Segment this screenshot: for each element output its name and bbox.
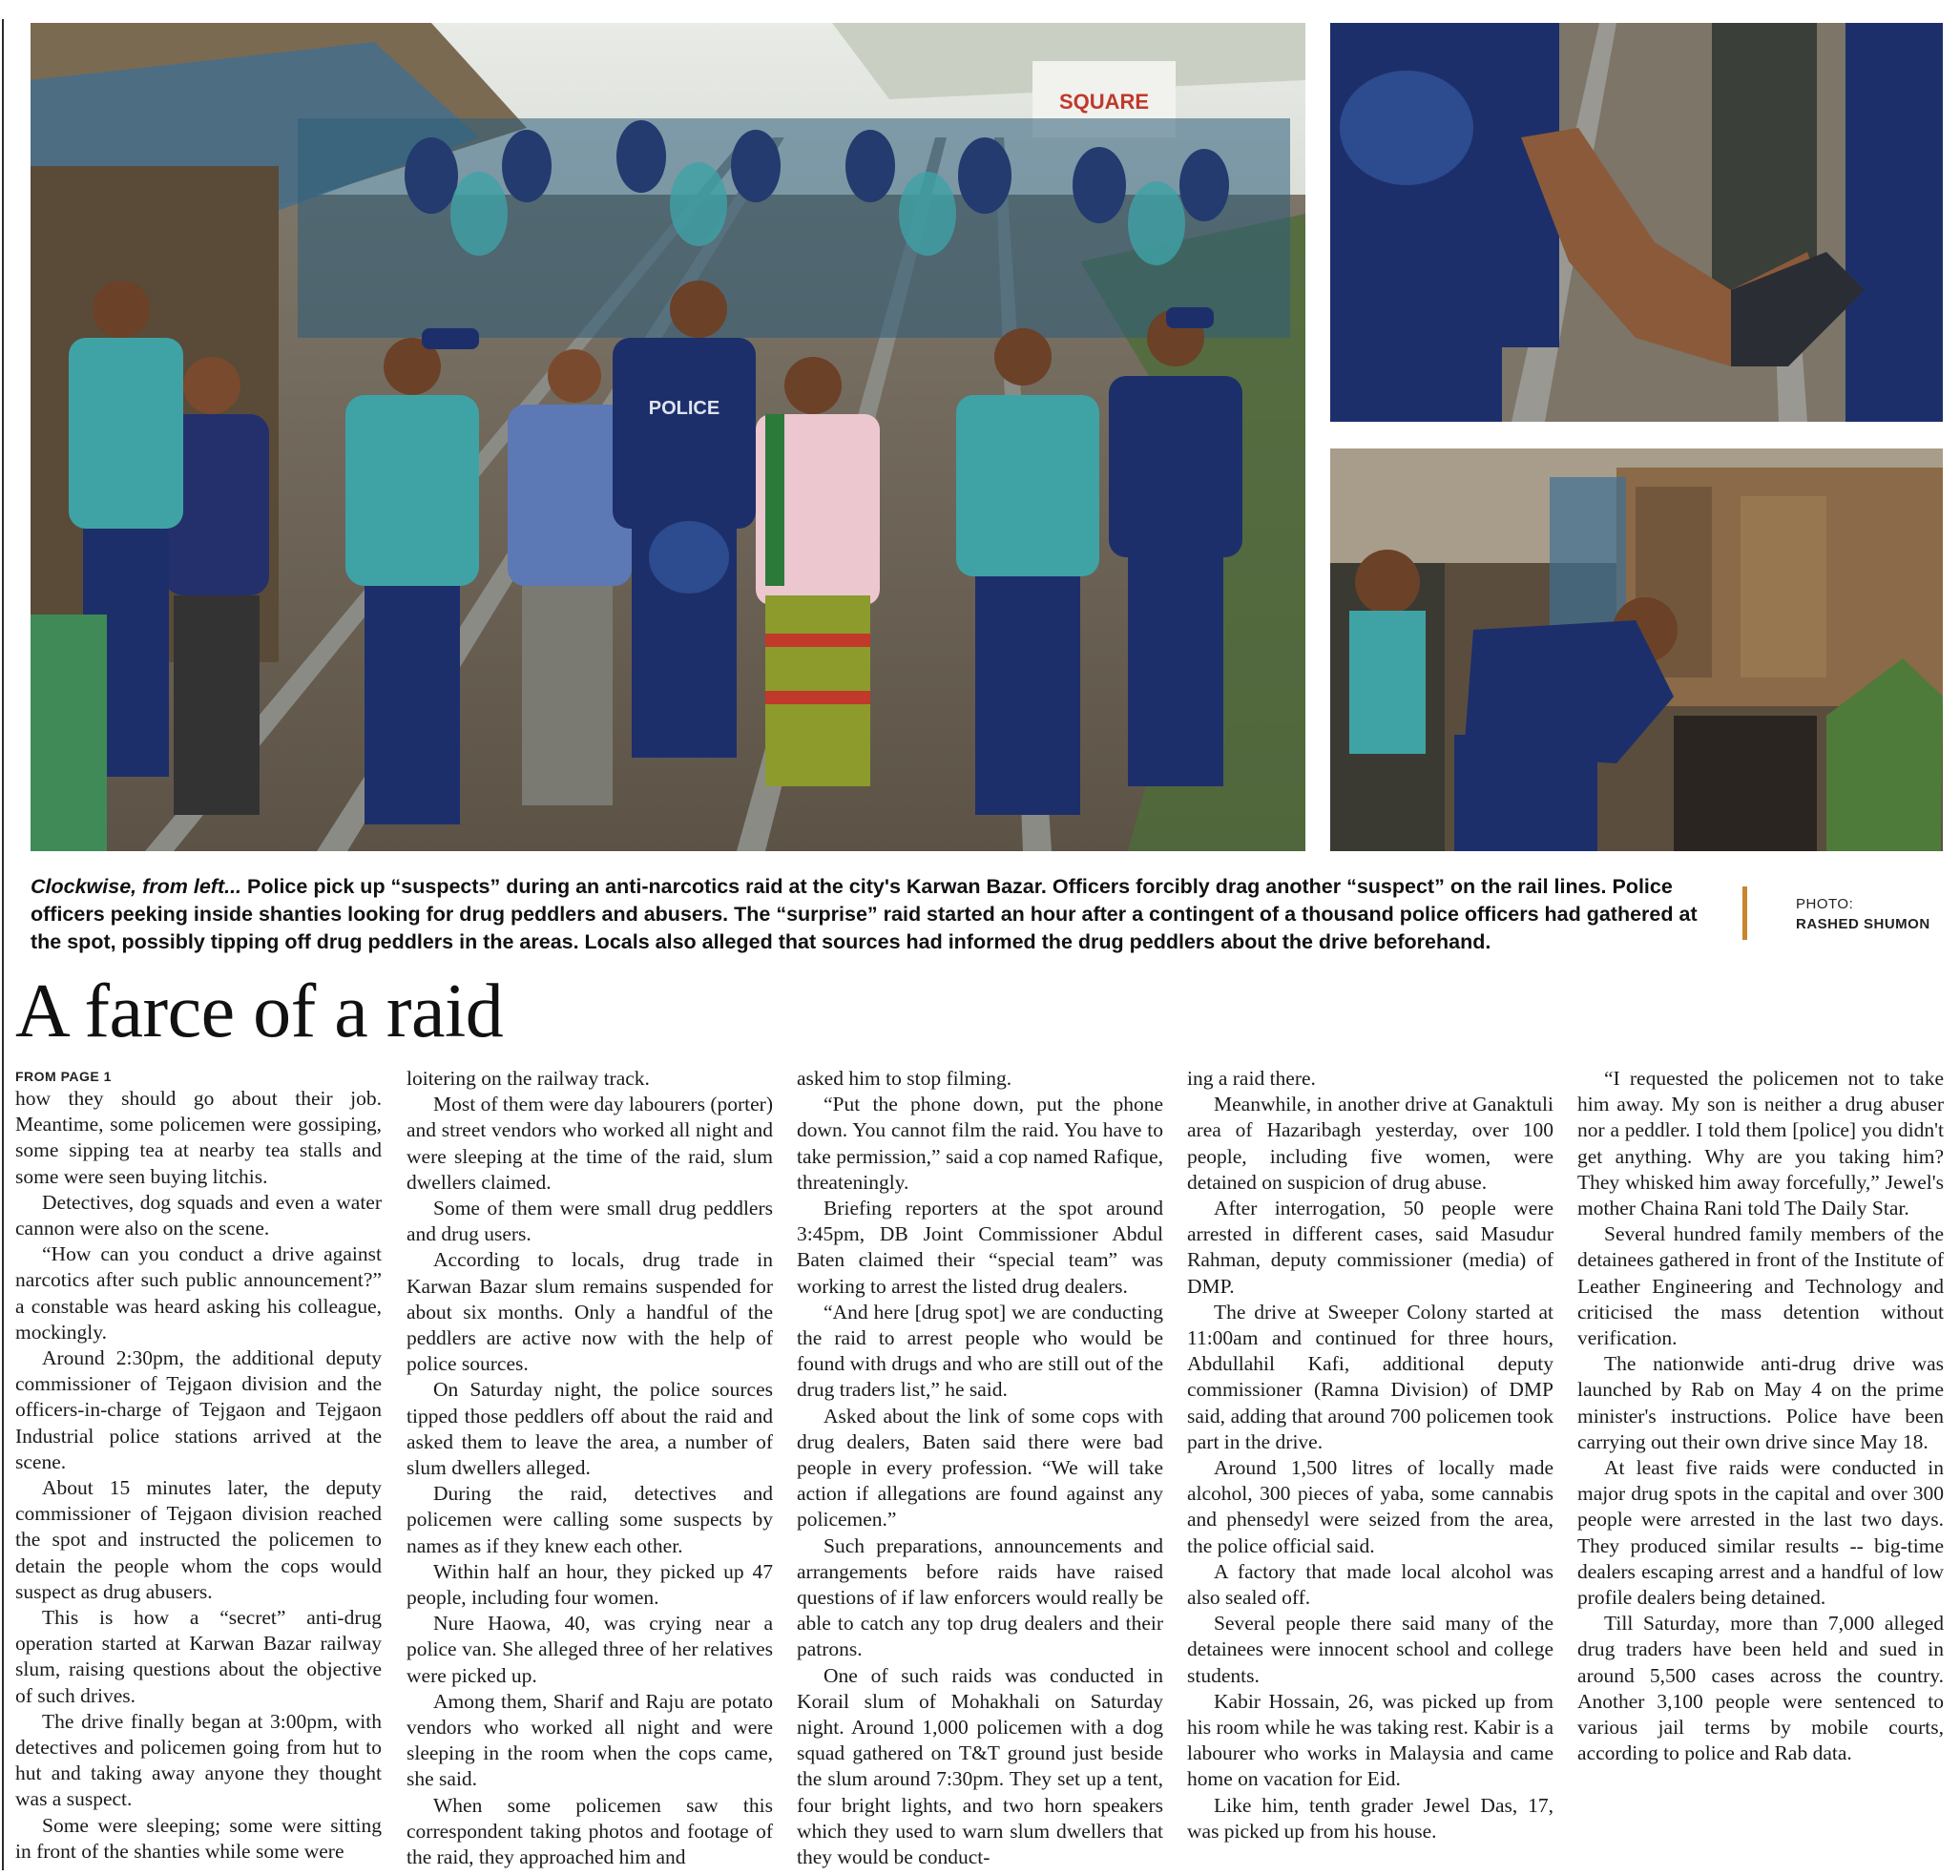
paragraph: Several hundred family members of the detainees gathered in front of the Institute of Leather Engineering and Technology and criticised the mass detention without verification.: [1577, 1222, 1944, 1350]
paragraph: This is how a “secret” anti-drug operation started at Karwan Bazar railway slum, raising questions about the objective of such drives.: [15, 1606, 382, 1707]
paragraph: “I requested the policemen not to take him away. My son is neither a drug abuser nor a peddler. I told them [police] you didn't get anything. Why are you taking him? They whisked him away forcefully,” Jewel's mother Chaina Rani told The Daily Star.: [1577, 1067, 1944, 1220]
paragraph: Such preparations, announcements and arrangements before raids have raised questions of if law enforcers would really be able to catch any top drug dealers and their patrons.: [797, 1533, 1163, 1661]
paragraph: The drive at Sweeper Colony started at 11:00am and continued for three hours, Abdullahil Kafi, additional deputy commissioner (Ramna Division) of DMP said, adding that around 700 policemen took part in the drive.: [1187, 1300, 1553, 1453]
police-vest-text: POLICE: [648, 398, 720, 419]
paragraph: When some policemen saw this correspondent taking photos and footage of the raid, they approached him and: [407, 1793, 773, 1869]
credit-divider: [1742, 886, 1747, 940]
paragraph: Briefing reporters at the spot around 3:45pm, DB Joint Commissioner Abdul Baten claimed their “special team” was working to arrest the listed drug dealers.: [797, 1197, 1163, 1298]
from-page-label: FROM PAGE 1: [15, 1069, 112, 1084]
paragraph: “How can you conduct a drive against narcotics after such public announcement?” a constable was heard asking his colleague, mockingly.: [15, 1242, 382, 1344]
paragraph: ing a raid there.: [1187, 1067, 1316, 1090]
paragraph: asked him to stop filming.: [797, 1067, 1012, 1090]
paragraph: “And here [drug spot] we are conducting the raid to arrest people who would be found with drugs and who are still out of the drug traders list,” he said.: [797, 1300, 1163, 1402]
photo-credit: [1796, 894, 1958, 934]
paragraph: Till Saturday, more than 7,000 alleged drug traders have been held and sued in around 5,500 cases across the country. Another 3,100 people were sentenced to various jail terms by mobile courts, according to police and Rab data.: [1577, 1612, 1944, 1765]
shanty-search-photo: [1330, 448, 1943, 851]
paragraph: On Saturday night, the police sources tipped those peddlers off about the raid and asked them to leave the area, a number of slum dwellers alleged.: [407, 1378, 773, 1480]
paragraph: One of such raids was conducted in Korail slum of Mohakhali on Saturday night. Around 1,000 policemen with a dog squad gathered on T&T ground just beside the slum around 7:30pm. They set up a tent, four bright lights, and two horn speakers which they used to warn slum dwellers that they would be conduct-: [797, 1663, 1163, 1869]
caption-text: Police pick up “suspects” during an anti-narcotics raid at the city's Karwan Bazar. Officers forcibly drag another “suspect” on the rail lines. Police officers peeking inside shanties looking for drug peddlers and abusers. The “surprise” raid started an hour after a contingent of a thousand police officers had gathered at the spot, possibly tipping off drug peddlers in the areas. Locals also alleged that sources had informed the drug peddlers about the drive beforehand.: [31, 875, 1698, 953]
page-left-rule: [2, 19, 4, 1870]
article-column-4: [1187, 1066, 1553, 1872]
caption-lead: Clockwise, from left...: [31, 875, 242, 898]
credit-name: RASHED SHUMON: [1796, 916, 1930, 932]
paragraph: Several people there said many of the detainees were innocent school and college students.: [1187, 1612, 1553, 1687]
paragraph: Some were sleeping; some were sitting in front of the shanties while some were: [15, 1813, 382, 1863]
paragraph: After interrogation, 50 people were arrested in different cases, said Masudur Rahman, deputy commissioner (media) of DMP.: [1187, 1197, 1553, 1298]
paragraph: Around 2:30pm, the additional deputy commissioner of Tejgaon division and the officers-in-charge of Tejgaon and Tejgaon Industrial police stations arrived at the scene.: [15, 1346, 382, 1473]
paragraph: The drive finally began at 3:00pm, with detectives and policemen going from hut to hut and taking away anyone they thought was a suspect.: [15, 1709, 382, 1811]
paragraph: Meanwhile, in another drive at Ganaktuli area of Hazaribagh yesterday, over 100 people, including five women, were detained on suspicion of drug abuse.: [1187, 1093, 1553, 1194]
article-column-3: [797, 1066, 1163, 1872]
headline: A farce of a raid: [15, 969, 504, 1053]
paragraph: how they should go about their job. Meantime, some policemen were gossiping, some sipping tea at nearby tea stalls and some were seen buying litchis.: [15, 1087, 382, 1188]
paragraph: About 15 minutes later, the deputy commissioner of Tejgaon division reached the spot and instructed the policemen to detain the people whom the cops would suspect as drug abusers.: [15, 1476, 382, 1603]
paragraph: “Put the phone down, put the phone down. You cannot film the raid. You have to take permission,” said a cop named Rafique, threateningly.: [797, 1093, 1163, 1194]
paragraph: According to locals, drug trade in Karwan Bazar slum remains suspended for about six months. Only a handful of the peddlers are active now with the help of police sources.: [407, 1248, 773, 1376]
paragraph: Nure Haowa, 40, was crying near a police van. She alleged three of her relatives were picked up.: [407, 1612, 773, 1687]
paragraph: Among them, Sharif and Raju are potato vendors who worked all night and were sleeping in the room when the cops came, she said.: [407, 1689, 773, 1791]
paragraph: Like him, tenth grader Jewel Das, 17, was picked up from his house.: [1187, 1793, 1553, 1843]
paragraph: Detectives, dog squads and even a water cannon were also on the scene.: [15, 1190, 382, 1240]
paragraph: A factory that made local alcohol was also sealed off.: [1187, 1559, 1553, 1610]
article-column-1: [15, 1069, 382, 1875]
paragraph: At least five raids were conducted in major drug spots in the capital and over 300 people were arrested in the last two days. They produced similar results -- big-time dealers escaping arrest and a handful of low profile dealers being detained.: [1577, 1456, 1944, 1610]
article-column-2: [407, 1066, 773, 1872]
main-raid-photo: [31, 23, 1305, 851]
paragraph: Some of them were small drug peddlers and drug users.: [407, 1197, 773, 1246]
paragraph: Around 1,500 litres of locally made alcohol, 300 pieces of yaba, some cannabis and phensedyl were seized from the area, the police official said.: [1187, 1456, 1553, 1557]
photo-caption: [31, 873, 1710, 956]
paragraph: The nationwide anti-drug drive was launched by Rab on May 4 on the prime minister's instructions. Police have been carrying out their own drive since May 18.: [1577, 1352, 1944, 1453]
article-column-5: [1577, 1066, 1944, 1872]
paragraph: Asked about the link of some cops with drug dealers, Baten said there were bad people in every profession. “We will take action if allegations are found against any policemen.”: [797, 1404, 1163, 1532]
drag-suspect-photo: [1330, 23, 1943, 422]
paragraph: Kabir Hossain, 26, was picked up from his room while he was taking rest. Kabir is a labourer who works in Malaysia and came home on vacation for Eid.: [1187, 1689, 1553, 1791]
credit-label: PHOTO:: [1796, 896, 1854, 912]
square-sign-text: SQUARE: [1058, 90, 1150, 114]
paragraph: Within half an hour, they picked up 47 people, including four women.: [407, 1559, 773, 1610]
paragraph: During the raid, detectives and policemen were calling some suspects by names as if they knew each other.: [407, 1482, 773, 1557]
paragraph: Most of them were day labourers (porter) and street vendors who worked all night and were sleeping at the time of the raid, slum dwellers claimed.: [407, 1093, 773, 1194]
paragraph: loitering on the railway track.: [407, 1067, 650, 1090]
